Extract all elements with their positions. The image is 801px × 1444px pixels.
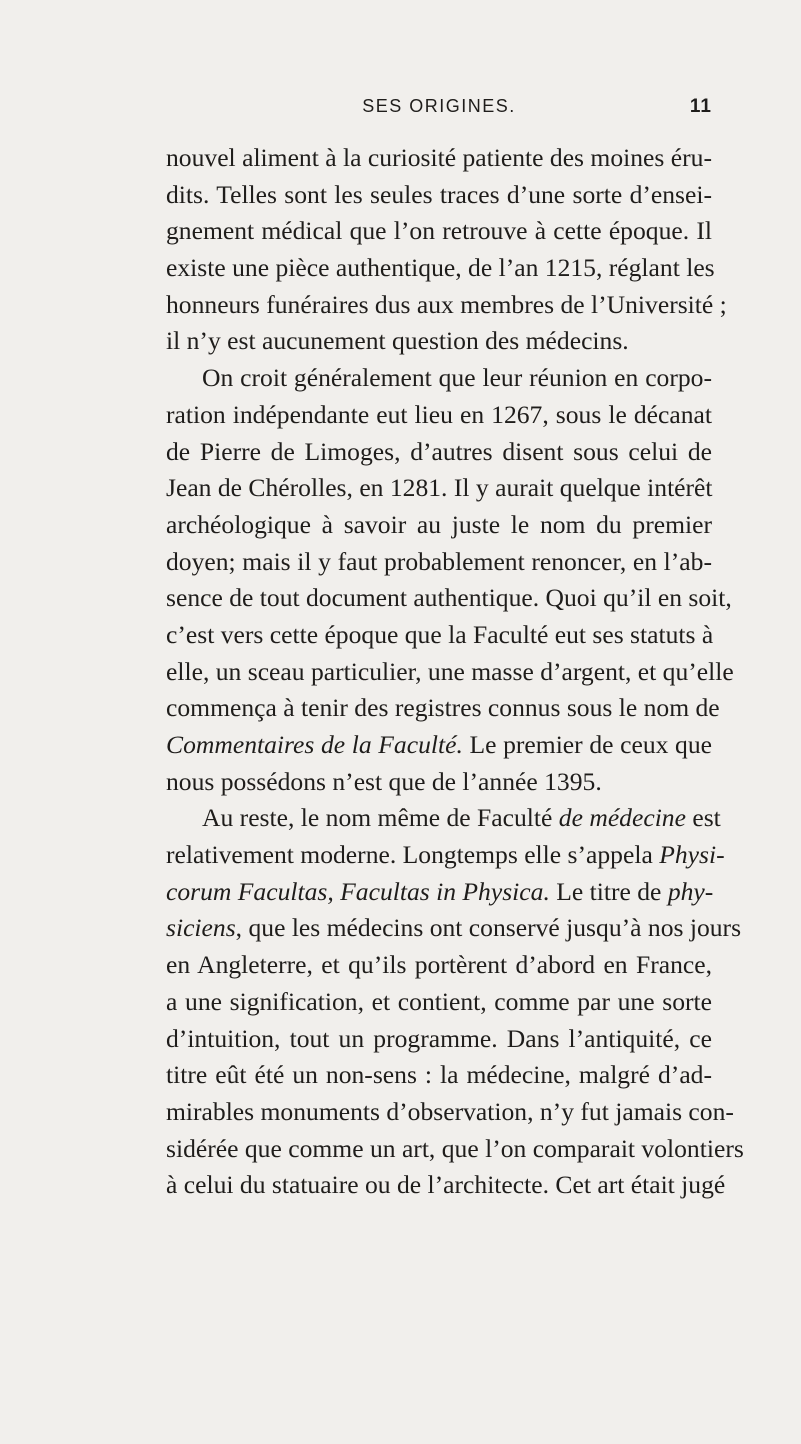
text-segment: il n’y est aucunement question des médecins. <box>166 326 629 356</box>
text-line <box>166 1057 712 1094</box>
text-line <box>166 654 734 691</box>
text-segment: titre eût été un non-sens : la médecine, malgré d’ad- <box>166 1060 712 1090</box>
italic-text: de médecine <box>558 803 686 833</box>
text-segment: c’est vers cette époque que la Faculté eut ses statuts à <box>166 619 714 649</box>
body-text <box>166 140 744 1204</box>
text-line <box>166 690 720 727</box>
text-line <box>166 1167 726 1204</box>
text-line <box>166 177 712 214</box>
text-line <box>166 617 712 654</box>
text-segment: On croit généralement que leur réunion en corpo- <box>202 363 712 393</box>
text-segment: doyen; mais il y faut probablement renoncer, en l’ab- <box>166 546 712 576</box>
text-line <box>166 507 712 544</box>
text-segment: Au reste, le nom même de Faculté <box>202 803 559 833</box>
page-number: 11 <box>689 96 712 117</box>
text-line <box>166 800 721 837</box>
text-segment: mirables monuments d’observation, n’y fut jamais con- <box>166 1096 734 1126</box>
text-segment: ration indépendante eut lieu en 1267, sous le décanat <box>166 399 712 429</box>
text-segment: elle, un sceau particulier, une masse d’argent, et qu’elle <box>166 656 734 686</box>
text-line <box>166 984 712 1021</box>
text-segment: archéologique à savoir au juste le nom du premier <box>166 509 712 539</box>
text-segment: nous possédons n’est que de l’année 1395. <box>166 766 602 796</box>
italic-text: Physi- <box>659 840 725 870</box>
text-segment: sidérée que comme un art, que l’on comparait volontiers <box>166 1133 744 1163</box>
text-line <box>166 910 742 947</box>
text-line <box>166 323 712 360</box>
text-line <box>166 140 712 177</box>
text-segment: est <box>685 803 721 833</box>
text-segment: relativement moderne. Longtemps elle s’appela <box>166 840 660 870</box>
text-line <box>166 837 725 874</box>
text-segment: d’intuition, tout un programme. Dans l’antiquité, ce <box>166 1023 712 1053</box>
text-line <box>166 397 712 434</box>
text-segment: sence de tout document authentique. Quoi qu’il en soit, <box>166 583 732 613</box>
text-line <box>166 434 712 471</box>
text-line <box>166 727 712 764</box>
italic-text: phy- <box>667 876 714 906</box>
text-line <box>166 1131 744 1168</box>
italic-text: corum Facultas, Facultas in Physica. <box>166 876 550 906</box>
text-line <box>166 250 715 287</box>
text-segment: Le titre de <box>549 876 668 906</box>
running-title: SES ORIGINES. <box>362 96 516 116</box>
text-line <box>166 580 732 617</box>
text-segment: , que les médecins ont conservé jusqu’à nos jours <box>235 913 742 943</box>
text-segment: Jean de Chérolles, en 1281. Il y aurait quelque intérêt <box>166 473 713 503</box>
text-segment: gnement médical que l’on retrouve à cette époque. Il <box>166 216 712 246</box>
text-line <box>166 287 727 324</box>
text-segment: honneurs funéraires dus aux membres de l’Université ; <box>166 289 727 319</box>
text-segment: de Pierre de Limoges, d’autres disent sous celui de <box>166 436 712 466</box>
text-line <box>166 1094 734 1131</box>
running-head <box>166 96 712 120</box>
text-line <box>166 360 712 397</box>
text-line <box>166 470 712 507</box>
text-line <box>166 213 712 250</box>
text-segment: dits. Telles sont les seules traces d’une sorte d’ensei- <box>166 179 712 209</box>
text-segment: à celui du statuaire ou de l’architecte. Cet art était jugé <box>166 1170 726 1200</box>
text-segment: commença à tenir des registres connus sous le nom de <box>166 693 720 723</box>
text-line <box>166 764 712 801</box>
text-line <box>166 947 712 984</box>
text-segment: en Angleterre, et qu’ils portèrent d’abord en France, <box>166 950 712 980</box>
text-line <box>166 1021 712 1058</box>
text-segment: Le premier de ceux que <box>462 730 712 759</box>
text-segment: a une signification, et contient, comme par une sorte <box>166 986 712 1016</box>
text-segment: nouvel aliment à la curiosité patiente des moines éru- <box>166 143 712 172</box>
italic-text: Commentaires de la Faculté. <box>166 730 463 759</box>
italic-text: siciens <box>166 913 236 943</box>
text-segment: existe une pièce authentique, de l’an 1215, réglant les <box>166 253 715 283</box>
text-line <box>166 544 712 581</box>
text-line <box>166 874 712 911</box>
